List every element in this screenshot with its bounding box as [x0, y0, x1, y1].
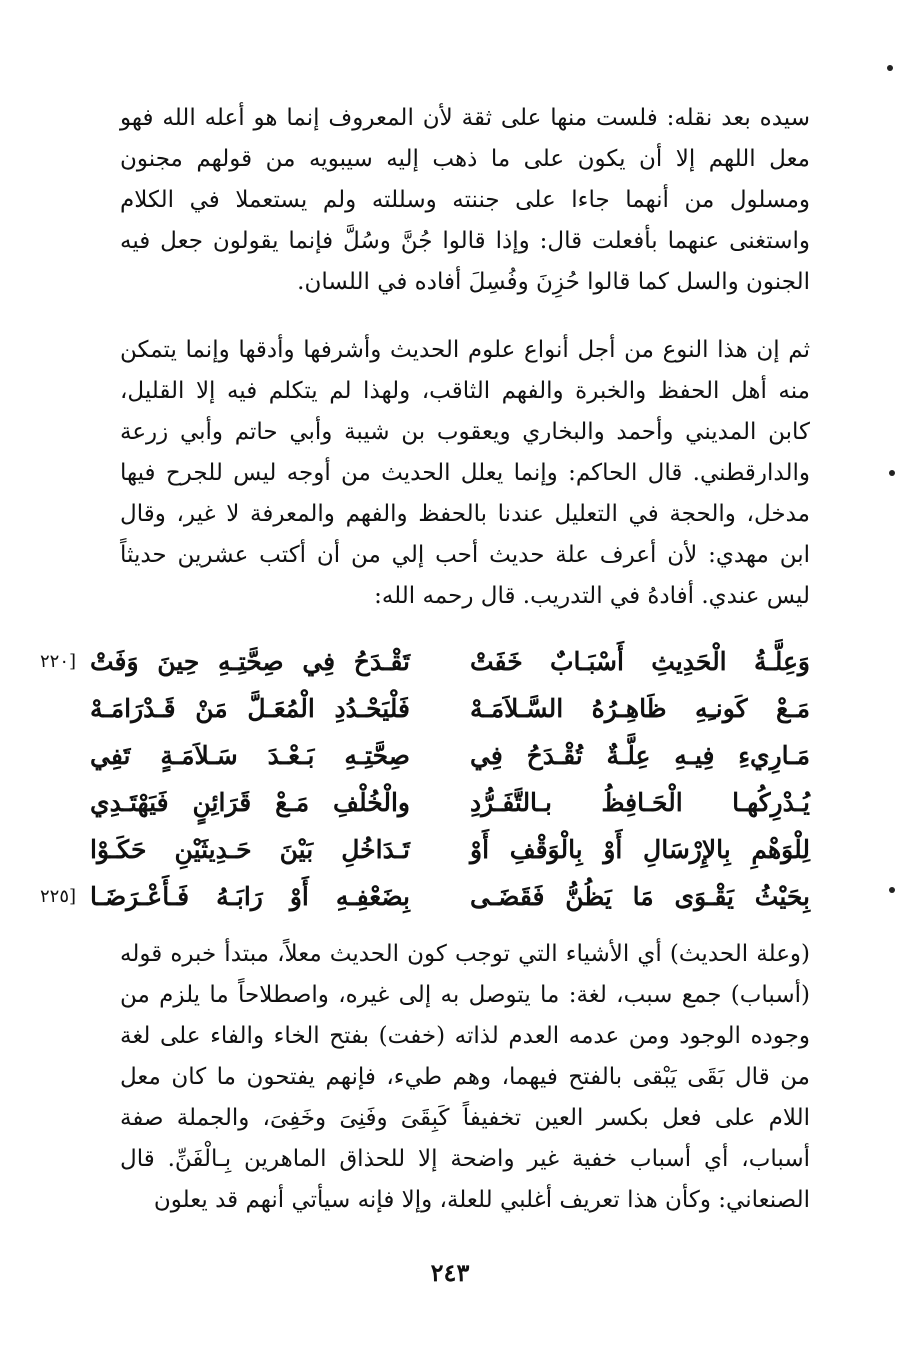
verse-line — [40, 736, 810, 776]
verse-second-hemistich: فَلْيَحْـدُدِ الْمُعَـلَّ مَنْ قَـدْرَامَـهْ — [90, 694, 410, 723]
verse-first-hemistich: مَـارِيءِ فِيـهِ عِلَّـةٌ تُقْـدَحُ فِي — [470, 741, 810, 770]
verse-line — [40, 783, 810, 823]
paragraph-ilal-intro: ثم إن هذا النوع من أجل أنواع علوم الحديث وأشرفها وأدقها وإنما يتمكن منه أهل الحفظ والخبرة والفهم الثاقب، ولهذا لم يتكلم فيه إلا القليل، كابن المديني وأحمد والبخاري ويعقوب بن شيبة وأبي حاتم وأبي زرعة والدارقطني. قال الحاكم: وإنما يعلل الحديث من أوجه ليس للجرح فيها مدخل، والحجة في التعليل عندنا بالحفظ والفهم والمعرفة لا غير، وقال ابن مهدي: لأن أعرف علة حديث أحب إلي من أن أكتب عشرين حديثاً ليس عندي. أفادهُ في التدريب. قال رحمه الله: — [120, 337, 810, 609]
verse-number: [٢٢٠ — [40, 651, 77, 672]
verse-number: [٢٢٥ — [40, 886, 77, 907]
verse-line — [40, 830, 810, 870]
verse-second-hemistich: والْخُلْفِ مَـعْ قَرَائِنٍ فَيَهْتَـدِي — [90, 788, 410, 817]
verse-line — [40, 642, 810, 682]
verse-first-hemistich: وَعِلَّـةُ الْحَدِيثِ أَسْبَـابٌ خَفَتْ — [470, 647, 810, 676]
scan-speck — [887, 65, 893, 71]
verse-second-hemistich: تَـدَاخُلِ بَيْنَ حَـدِيثَيْنِ حَكَـوْا — [90, 835, 410, 864]
verse-first-hemistich: بِحَيْثُ يَقْـوَى مَا يَظُنُّ فَقَضَـى — [470, 882, 810, 911]
paragraph-commentary: (وعلة الحديث) أي الأشياء التي توجب كون الحديث معلاً، مبتدأ خبره قوله (أسباب) جمع سبب، لغة: ما يتوصل به إلى غيره، واصطلاحاً ما يلزم من وجوده الوجود ومن عدمه العدم لذاته (خفت) بفتح الخاء والفاء على لغة من قال بَقَى يَبْقى بالفتح فيهما، وهم طيء، فإنهم يفتحون ما كان معل اللام على فعل بكسر العين تخفيفاً كَبِقَىَ وفَنِىَ وخَفِىَ، والجملة صفة أسباب، أي أسباب خفية غير واضحة إلا للحذاق الماهرين بِـالْفَنِّ. قال الصنعاني: وكأن هذا تعريف أغلبي للعلة، وإلا فإنه سيأتي أنهم قد يعلون — [120, 941, 810, 1213]
paragraph-lisan-quote: سيده بعد نقله: فلست منها على ثقة لأن المعروف إنما هو أعله الله فهو معل اللهم إلا أن يكون على ما ذهب إليه سيبويه من قولهم مجنون ومسلول من أنهما جاءا على جننته وسللته ولم يستعملا في الكلام واستغنى عنهما بأفعلت قال: وإذا قالوا جُنَّ وسُلَّ فإنما يقولون جعل فيه الجنون والسل كما قالوا حُزِنَ وفُسِلَ أفاده في اللسان. — [120, 105, 810, 295]
page-number: ٢٤٣ — [430, 1258, 470, 1287]
verse-first-hemistich: يُـدْرِكُهـا الْحَـافِظُ بـالتَّفَـرُّدِ — [470, 788, 810, 817]
verse-line — [40, 689, 810, 729]
scan-speck — [889, 887, 895, 893]
verse-first-hemistich: مَـعْ كَونـِهِ ظَاهِـرُهُ السَّـلاَمَـهْ — [470, 694, 810, 723]
verse-second-hemistich: بِضَعْفِـهِ أَوْ رَابَـهُ فَـأَعْـرَضَـا — [90, 882, 410, 911]
verse-line — [40, 877, 810, 917]
verse-first-hemistich: لِلْوَهْمِ بِالإِرْسَالِ أَوْ بِالْوَقْفِ أَوْ — [470, 835, 810, 864]
verse-second-hemistich: تَقْـدَحُ فِي صِحَّتِـهِ حِينَ وَفَتْ — [90, 647, 410, 676]
scan-speck — [889, 470, 895, 476]
verse-second-hemistich: صِحَّتِـهِ بَـعْـدَ سَـلاَمَـةٍ تَفِي — [90, 741, 410, 770]
